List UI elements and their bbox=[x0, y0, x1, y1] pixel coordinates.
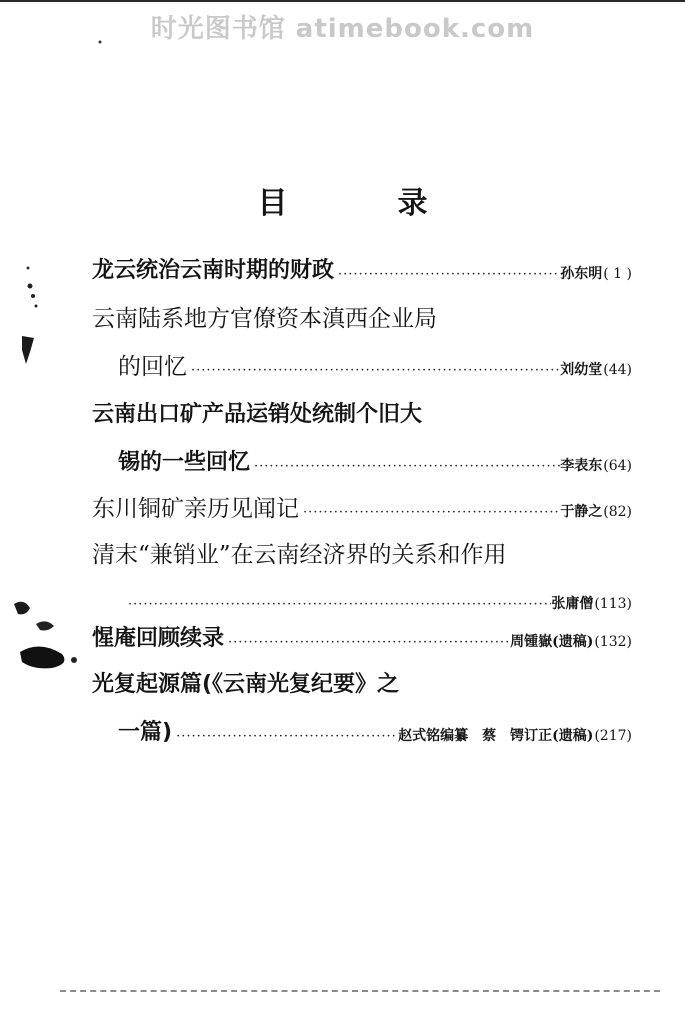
toc-entry-6 bbox=[92, 614, 632, 654]
entry-page: ( 64 ) bbox=[603, 454, 632, 478]
toc-entry-2-line-2 bbox=[118, 342, 632, 382]
leader-dots bbox=[128, 594, 551, 616]
entry-title: 云南陆系地方官僚资本滇西企业局 bbox=[92, 306, 437, 332]
entry-author: 李表东 bbox=[560, 458, 603, 474]
entry-author: 张庸僧 bbox=[551, 596, 594, 612]
toc-entry-2-line-1 bbox=[92, 294, 632, 334]
toc-entry-5-line-2 bbox=[128, 576, 632, 616]
entry-page: ( 82 ) bbox=[603, 500, 632, 524]
page-title: 目 录 bbox=[257, 186, 468, 221]
entry-title: 龙云统治云南时期的财政 bbox=[92, 258, 335, 283]
leader-dots bbox=[187, 360, 560, 382]
page-top-edge bbox=[0, 0, 685, 2]
entry-title: 东川铜矿亲历见闻记 bbox=[92, 496, 299, 522]
toc-entry-3-line-2 bbox=[118, 438, 632, 478]
entry-title: 惺庵回顾续录 bbox=[92, 626, 225, 651]
entry-author: 于静之 bbox=[560, 504, 603, 520]
entry-title-continued: 的回忆 bbox=[118, 354, 187, 380]
bottom-scan-edge bbox=[60, 990, 660, 992]
entry-page: ( 217 ) bbox=[594, 724, 632, 748]
entry-page: ( 113 ) bbox=[594, 592, 632, 616]
entry-page: ( 132 ) bbox=[594, 630, 632, 654]
entry-title: 光复起源篇(《云南光复纪要》之 bbox=[92, 672, 400, 697]
entry-title: 云南出口矿产品运销处统制个旧大 bbox=[92, 402, 423, 427]
leader-dots bbox=[334, 264, 560, 286]
entry-author: 孙东明 bbox=[560, 266, 603, 282]
toc-entry-3-line-1 bbox=[92, 390, 632, 430]
entry-title-continued: 一篇) bbox=[118, 720, 173, 745]
entry-title: 清末“兼销业”在云南经济界的关系和作用 bbox=[92, 542, 507, 568]
entry-page: ( 1 ) bbox=[603, 262, 632, 286]
entry-title-continued: 锡的一些回忆 bbox=[118, 450, 251, 475]
leader-dots bbox=[172, 726, 398, 748]
leader-dots bbox=[299, 502, 560, 524]
entry-author: 周锺嶽(遗稿) bbox=[510, 634, 594, 650]
toc-entry-7-line-2 bbox=[118, 708, 632, 748]
toc-entry-1 bbox=[92, 246, 632, 286]
watermark: 时光图书馆 atimebook.com bbox=[150, 14, 535, 44]
leader-dots bbox=[250, 456, 560, 478]
toc-entry-5-line-1 bbox=[92, 530, 632, 570]
entry-author: 刘幼堂 bbox=[560, 362, 603, 378]
entry-author: 赵式铭编纂 蔡 锷订正(遗稿) bbox=[398, 728, 594, 744]
toc-entry-7-line-1 bbox=[92, 660, 632, 700]
entry-page: ( 44 ) bbox=[603, 358, 632, 382]
toc-entry-4 bbox=[92, 484, 632, 524]
leader-dots bbox=[224, 632, 510, 654]
